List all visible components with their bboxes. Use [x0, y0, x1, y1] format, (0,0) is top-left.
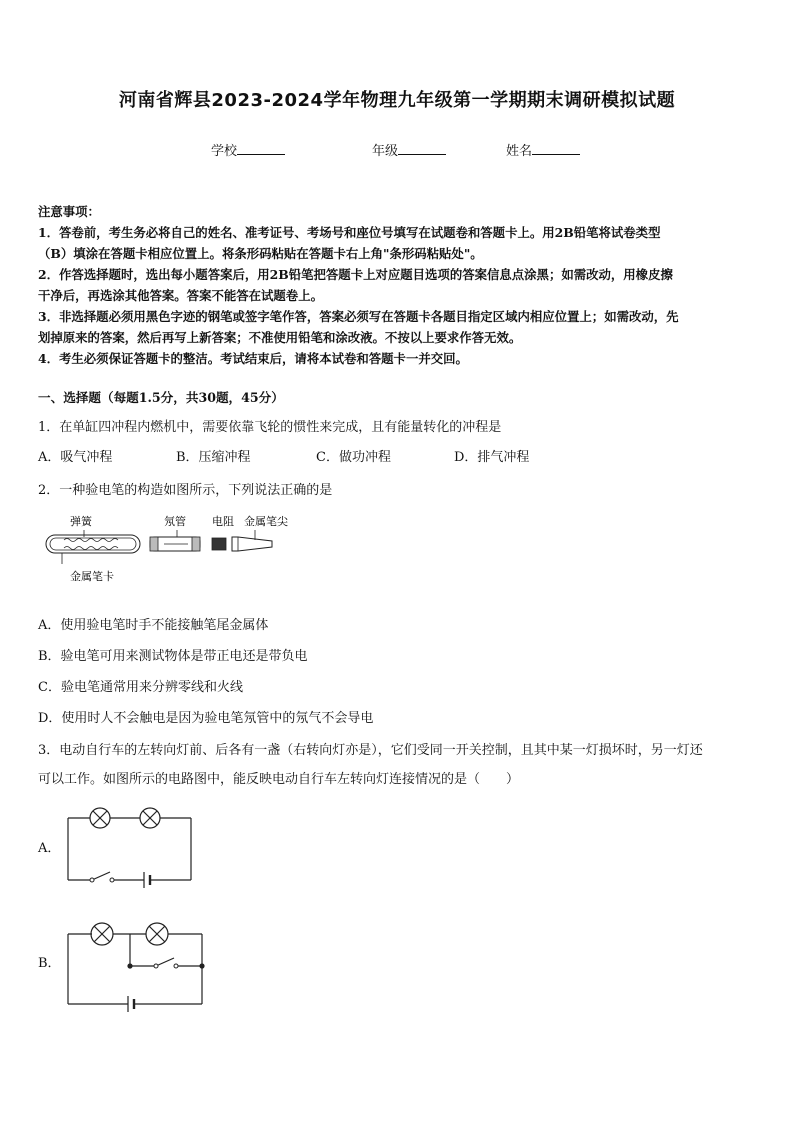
page-title: 河南省辉县2023-2024学年物理九年级第一学期期末调研模拟试题	[118, 90, 676, 111]
notice-block	[38, 201, 760, 369]
name-field	[506, 140, 580, 159]
school-label: 学校	[211, 144, 238, 159]
school-blank[interactable]	[237, 142, 285, 155]
neon-tube	[150, 530, 200, 551]
pen-body	[46, 530, 140, 564]
grade-blank[interactable]	[398, 142, 446, 155]
q2-option-d[interactable]: D．使用时人不会触电是因为验电笔氖管中的氖气不会导电	[38, 711, 374, 726]
label-neon: 氖管	[164, 515, 186, 528]
notice-line: 3．非选择题必须用黑色字迹的钢笔或签字笔作答，答案必须写在答题卡各题目指定区域内相应位置上；如需改动，先	[38, 309, 679, 324]
q2-option-a[interactable]: A．使用验电笔时手不能接触笔尾金属体	[38, 618, 269, 633]
notice-line: 干净后，再选涂其他答案。答案不能答在试题卷上。	[38, 288, 323, 303]
q3-stem-line2: 可以工作。如图所示的电路图中，能反映电动自行车左转向灯连接情况的是（ ）	[38, 772, 520, 787]
section-heading: 一、选择题（每题1.5分，共30题，45分）	[38, 390, 284, 405]
notice-heading: 注意事项：	[38, 204, 100, 219]
notice-line: 4．考生必须保证答题卡的整洁。考试结束后，请将本试卷和答题卡一并交回。	[38, 351, 468, 366]
q2-option-b[interactable]: B．验电笔可用来测试物体是带正电还是带负电	[38, 649, 308, 664]
q2-stem: 2．一种验电笔的构造如图所示，下列说法正确的是	[38, 483, 333, 498]
name-blank[interactable]	[532, 142, 580, 155]
name-label: 姓名	[506, 144, 533, 159]
grade-field	[372, 140, 446, 159]
grade-label: 年级	[372, 144, 399, 159]
metal-tip	[232, 530, 272, 551]
q3-stem-line1: 3．电动自行车的左转向灯前、后各有一盏（右转向灯亦是），它们受同一开关控制，且其中某一灯损坏时，另一灯还	[38, 743, 703, 758]
q1-option-c[interactable]: C．做功冲程	[316, 450, 391, 465]
circuit-a[interactable]	[64, 802, 196, 888]
label-resistor: 电阻	[212, 515, 234, 528]
notice-line: （B）填涂在答题卡相应位置上。将条形码粘贴在答题卡右上角"条形码粘贴处"。	[38, 246, 483, 261]
q1-option-a[interactable]: A．吸气冲程	[38, 450, 113, 465]
q1-stem: 1．在单缸四冲程内燃机中，需要依靠飞轮的惯性来完成，且有能量转化的冲程是	[38, 420, 502, 435]
notice-line: 2．作答选择题时，选出每小题答案后，用2B铅笔把答题卡上对应题目选项的答案信息点涂黑；如需改动，用橡皮擦	[38, 267, 673, 282]
label-clip: 金属笔卡	[70, 570, 114, 583]
circuit-b[interactable]	[64, 916, 210, 1016]
label-tip: 金属笔尖	[244, 515, 288, 528]
q1-option-d[interactable]: D．排气冲程	[454, 450, 530, 465]
test-pen-figure	[40, 510, 310, 586]
notice-line: 划掉原来的答案，然后再写上新答案；不准使用铅笔和涂改液。不按以上要求作答无效。	[38, 330, 522, 345]
q3-option-a-label[interactable]: A．	[38, 841, 61, 856]
label-spring: 弹簧	[70, 515, 92, 528]
q2-option-c[interactable]: C．验电笔通常用来分辨零线和火线	[38, 680, 243, 695]
q1-option-b[interactable]: B．压缩冲程	[176, 450, 251, 465]
school-field	[211, 140, 285, 159]
q3-option-b-label[interactable]: B．	[38, 956, 61, 971]
resistor	[212, 538, 226, 550]
notice-line: 1．答卷前，考生务必将自己的姓名、准考证号、考场号和座位号填写在试题卷和答题卡上。用2B铅笔将试卷类型	[38, 225, 661, 240]
